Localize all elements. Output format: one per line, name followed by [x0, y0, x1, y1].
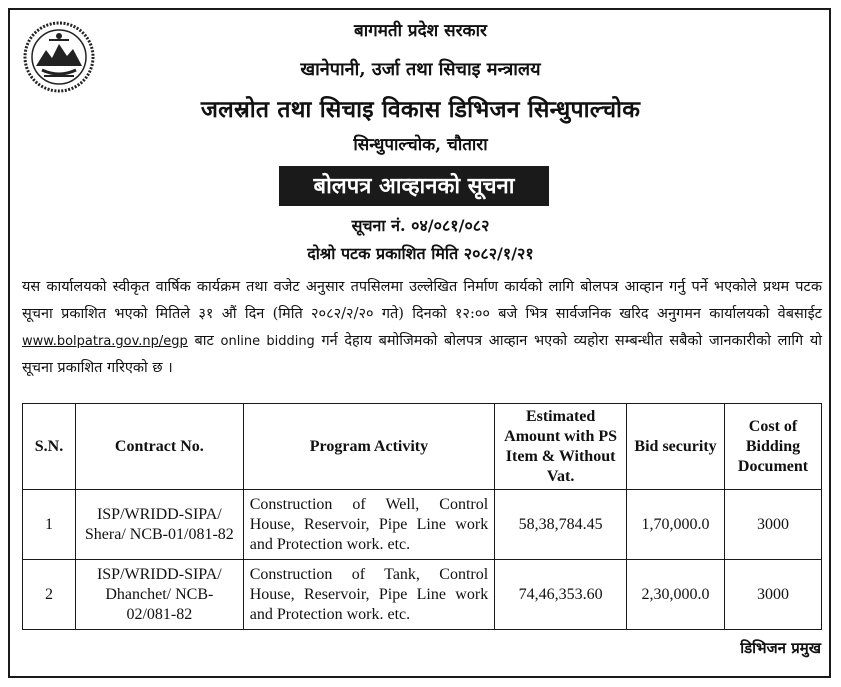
notice-body [22, 274, 822, 382]
cell-sn: 1 [23, 490, 76, 560]
cell-sn: 2 [23, 560, 76, 630]
cell-bid-security: 2,30,000.0 [627, 560, 725, 630]
notice-number: सूचना नं. ०४/०८१/०८२ [351, 216, 490, 235]
publication-date: दोश्रो पटक प्रकाशित मिति २०८२/१/२१ [307, 244, 534, 263]
header-sn: S.N. [23, 404, 76, 490]
notice-title: बोलपत्र आव्हानको सूचना [279, 166, 549, 206]
contract-table [22, 403, 822, 630]
government-name: बागमती प्रदेश सरकार [354, 21, 487, 41]
table-header-row [23, 404, 822, 490]
cell-amount: 74,46,353.60 [495, 560, 627, 630]
header-bidding-cost: Cost of Bidding Document [725, 404, 822, 490]
cell-bid-security: 1,70,000.0 [627, 490, 725, 560]
cell-activity: Construction of Well, Control House, Reservoir, Pipe Line work and Protection work. etc. [243, 490, 494, 560]
signature-title: डिभिजन प्रमुख [740, 639, 821, 657]
office-location: सिन्धुपाल्चोक, चौतारा [353, 135, 488, 155]
cell-bidding-cost: 3000 [725, 490, 822, 560]
body-text-part2: बाट [194, 333, 214, 349]
header-program-activity: Program Activity [243, 404, 494, 490]
header-bid-security: Bid security [627, 404, 725, 490]
body-text-part3: गर्न देहाय बमोजिमको बोलपत्र आव्हान भएको व्यहोरा सम्बन्धीत सबैको जानकारीको लागि यो सूचना प्रकाशित गरिएको छ । [22, 333, 823, 376]
office-name: जलस्रोत तथा सिचाइ विकास डिभिजन सिन्धुपाल्चोक [200, 96, 641, 123]
table-row [23, 490, 822, 560]
body-text-part1: यस कार्यालयको स्वीकृत वार्षिक कार्यक्रम तथा वजेट अनुसार तपसिलमा उल्लेखित निर्माण कार्यको लागि बोलपत्र आव्हान गर्नु पर्ने भएकोले प्रथम पटक सूचना प्रकाशित भएको मितिले ३१ औं दिन (मिति २०८२/२/२० गते) दिनको १२:०० बजे भित्र सार्वजनिक खरिद अनुगमन कार्यालयको वेबसाईट [22, 279, 822, 322]
cell-amount: 58,38,784.45 [495, 490, 627, 560]
cell-contract-no: ISP/WRIDD-SIPA/ Dhanchet/ NCB-02/081-82 [75, 560, 243, 630]
header-contract-no: Contract No. [75, 404, 243, 490]
table-row [23, 560, 822, 630]
website-link[interactable]: www.bolpatra.gov.np/egp [22, 334, 188, 349]
cell-contract-no: ISP/WRIDD-SIPA/ Shera/ NCB-01/081-82 [75, 490, 243, 560]
online-bidding-text: online bidding [220, 334, 315, 349]
cell-activity: Construction of Tank, Control House, Reservoir, Pipe Line work and Protection work. etc. [243, 560, 494, 630]
ministry-name: खानेपानी, उर्जा तथा सिचाइ मन्त्रालय [300, 59, 541, 80]
header-estimated-amount: Estimated Amount with PS Item & Without Vat. [495, 404, 627, 490]
cell-bidding-cost: 3000 [725, 560, 822, 630]
